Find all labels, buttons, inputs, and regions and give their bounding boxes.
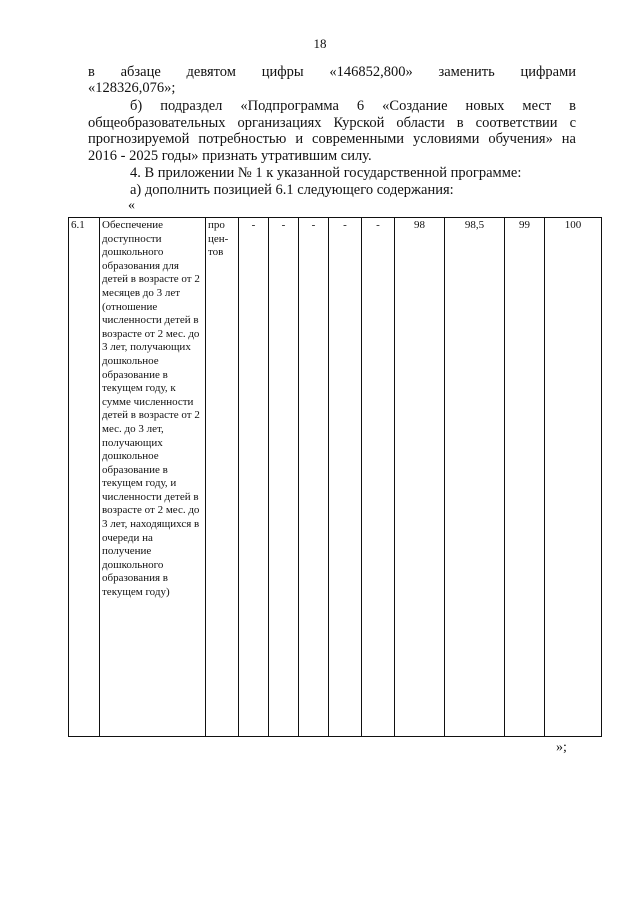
paragraph-2-line-3: прогнозируемой потребностью и современными условиями обучения» на <box>88 131 576 147</box>
program-indicator-table <box>68 217 602 737</box>
paragraph-2-line-2: общеобразовательных организациях Курской области в соответствии с <box>88 115 576 131</box>
indicator-name-cell: Обеспечение доступности дошкольного образования для детей в возрасте от 2 месяцев до 3 лет (отношение численности детей в возрасте от 2 мес. до 3 лет, получающих дошкольное образование в текущем году, к сумме численности детей в возрасте от 2 мес. до 3 лет, получающих дошкольное образование в текущем году, и численности детей в возрасте от 2 мес. до 3 лет, находящихся в очереди на получение дошкольного образования в текущем году) <box>100 218 206 737</box>
closing-quote: »; <box>556 740 567 755</box>
paragraph-1-line-2: «128326,076»; <box>88 80 176 96</box>
year-value-cell: - <box>299 218 329 737</box>
paragraph-1-line-1: в абзаце девятом цифры «146852,800» заменить цифрами <box>88 64 576 80</box>
unit-cell: про цен- тов <box>206 218 239 737</box>
table-row <box>69 218 602 737</box>
paragraph-2-line-1: б) подраздел «Подпрограмма 6 «Создание новых мест в <box>130 98 576 114</box>
paragraph-4: а) дополнить позицией 6.1 следующего содержания: <box>130 182 454 198</box>
page-number: 18 <box>313 36 327 51</box>
opening-quote: « <box>128 198 135 213</box>
year-value-cell: 98 <box>395 218 445 737</box>
position-number-cell: 6.1 <box>69 218 100 737</box>
year-value-cell: - <box>329 218 362 737</box>
year-value-cell: - <box>269 218 299 737</box>
year-value-cell: - <box>362 218 395 737</box>
year-value-cell: - <box>239 218 269 737</box>
year-value-cell: 99 <box>505 218 545 737</box>
paragraph-3: 4. В приложении № 1 к указанной государственной программе: <box>130 165 522 181</box>
paragraph-2-line-4: 2016 - 2025 годы» признать утратившим силу. <box>88 148 372 164</box>
year-value-cell: 100 <box>545 218 602 737</box>
year-value-cell: 98,5 <box>445 218 505 737</box>
